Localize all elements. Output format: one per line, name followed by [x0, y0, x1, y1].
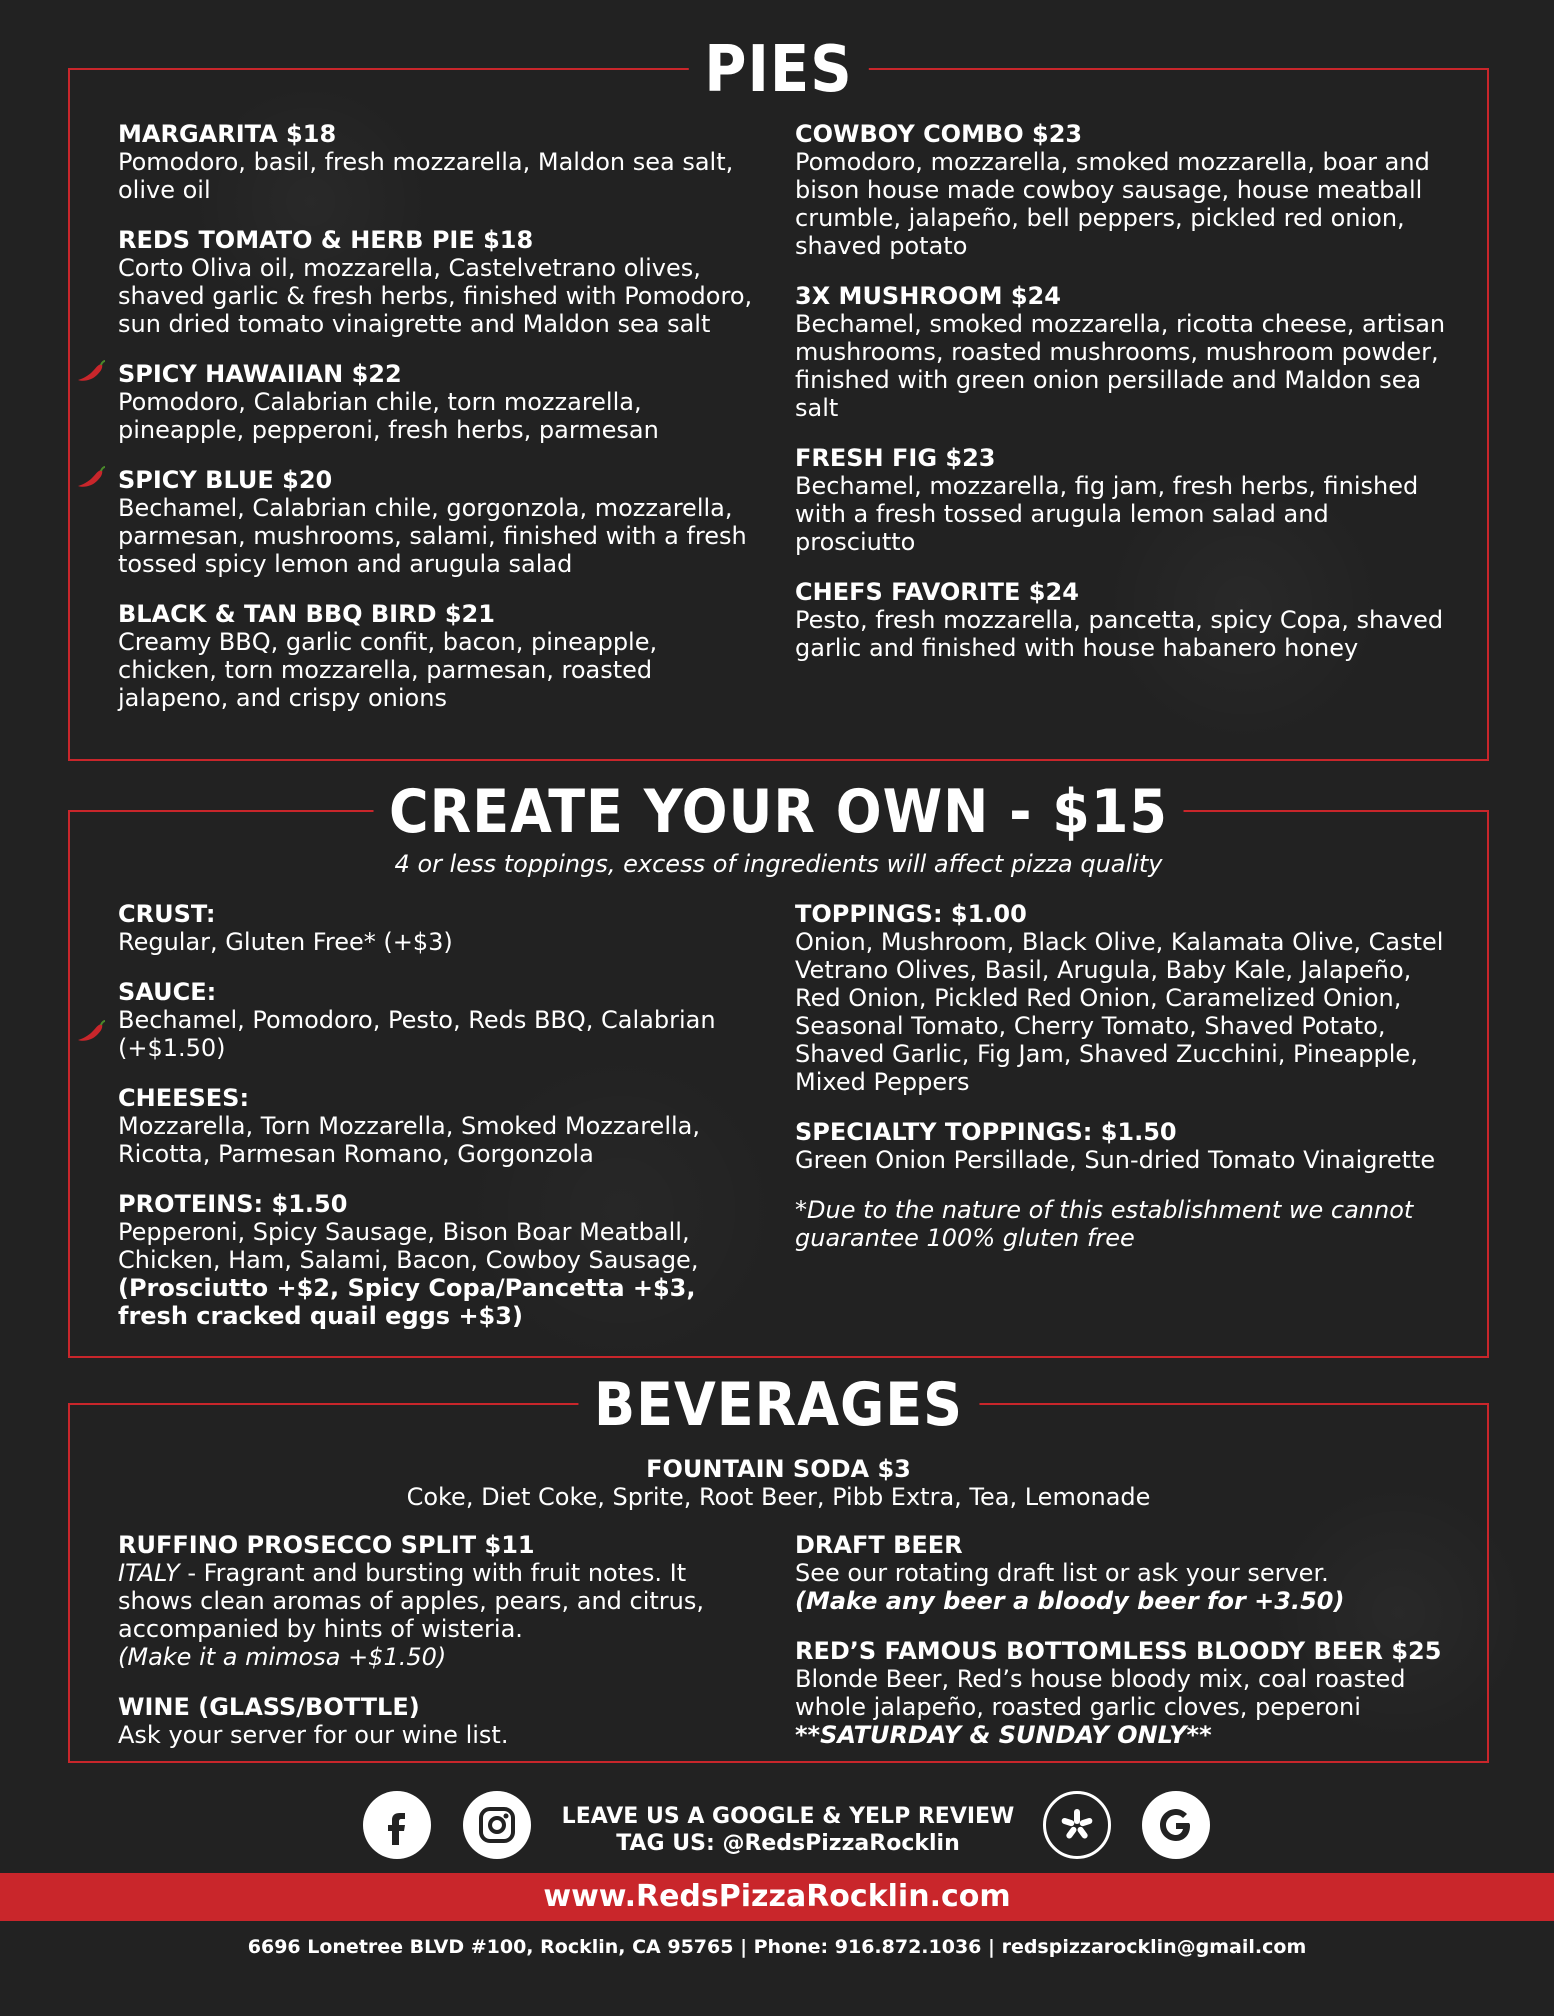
pie-desc: Pomodoro, Calabrian chile, torn mozzarella, pineapple, pepperoni, fresh herbs, parmesan — [118, 388, 659, 444]
instagram-icon[interactable] — [463, 1791, 531, 1859]
pie-item — [118, 360, 758, 444]
crust-title: CRUST: — [118, 900, 216, 928]
prosecco-origin: ITALY — [118, 1559, 180, 1587]
facebook-icon[interactable] — [363, 1791, 431, 1859]
google-icon[interactable] — [1142, 1791, 1210, 1859]
pie-desc: Bechamel, smoked mozzarella, ricotta cheese, artisan mushrooms, roasted mushrooms, mushroom powder, finished with green onion persillade and Maldon sea salt — [795, 310, 1446, 422]
specialty-toppings-title: SPECIALTY TOPPINGS: $1.50 — [795, 1118, 1177, 1146]
crust-desc: Regular, Gluten Free* (+$3) — [118, 928, 453, 956]
beverages-section — [68, 1370, 1489, 1763]
yelp-icon[interactable] — [1043, 1791, 1111, 1859]
wine-block — [118, 1693, 758, 1749]
chili-pepper-icon — [76, 466, 106, 490]
pie-item — [118, 466, 758, 578]
pie-desc: Bechamel, mozzarella, fig jam, fresh herbs, finished with a fresh tossed arugula lemon salad and prosciutto — [795, 472, 1419, 556]
draft-beer-note: (Make any beer a bloody beer for +3.50) — [795, 1587, 1345, 1615]
pie-item — [118, 600, 758, 712]
social-row — [0, 1791, 1554, 1863]
pies-title: PIES — [688, 34, 868, 106]
pie-name: FRESH FIG $23 — [795, 444, 996, 472]
prosecco-desc-line — [118, 1559, 758, 1643]
cheeses-desc: Mozzarella, Torn Mozzarella, Smoked Mozzarella, Ricotta, Parmesan Romano, Gorgonzola — [118, 1112, 700, 1168]
beverages-title: BEVERAGES — [578, 1369, 979, 1441]
gluten-disclaimer: *Due to the nature of this establishment we cannot guarantee 100% gluten free — [795, 1196, 1414, 1252]
create-your-own-section — [68, 777, 1489, 1358]
pie-desc: Pomodoro, mozzarella, smoked mozzarella, boar and bison house made cowboy sausage, house meatball crumble, jalapeño, bell peppers, pickled red onion, shaved potato — [795, 148, 1430, 260]
review-prompt: LEAVE US A GOOGLE & YELP REVIEW — [561, 1804, 1015, 1829]
footer-contact: 6696 Lonetree BLVD #100, Rocklin, CA 95765 | Phone: 916.872.1036 | redspizzarocklin@gmail.com — [247, 1936, 1307, 1958]
pie-desc: Bechamel, Calabrian chile, gorgonzola, mozzarella, parmesan, mushrooms, salami, finished with a fresh tossed spicy lemon and arugula salad — [118, 494, 747, 578]
beverages-left-column — [118, 1531, 758, 1771]
pie-name: SPICY BLUE $20 — [118, 466, 333, 494]
proteins-title: PROTEINS: $1.50 — [118, 1190, 348, 1218]
toppings-block — [795, 900, 1455, 1096]
sauce-desc: Bechamel, Pomodoro, Pesto, Reds BBQ, Calabrian (+$1.50) — [118, 1006, 716, 1062]
bloody-beer-block — [795, 1637, 1465, 1749]
pies-right-column — [795, 120, 1455, 684]
pie-name: 3X MUSHROOM $24 — [795, 282, 1061, 310]
pie-name: REDS TOMATO & HERB PIE $18 — [118, 226, 534, 254]
specialty-toppings-block — [795, 1118, 1455, 1174]
pie-name: BLACK & TAN BBQ BIRD $21 — [118, 600, 495, 628]
prosecco-note: (Make it a mimosa +$1.50) — [118, 1643, 447, 1671]
create-your-own-title: CREATE YOUR OWN - $15 — [373, 776, 1184, 848]
prosecco-title: RUFFINO PROSECCO SPLIT $11 — [118, 1531, 535, 1559]
pie-item — [795, 578, 1455, 662]
pie-name: COWBOY COMBO $23 — [795, 120, 1083, 148]
prosecco-desc: - Fragrant and bursting with fruit notes. It shows clean aromas of apples, pears, and citrus, accompanied by hints of wisteria. — [118, 1559, 705, 1643]
proteins-desc: Pepperoni, Spicy Sausage, Bison Boar Meatball, Chicken, Ham, Salami, Bacon, Cowboy Sausage, — [118, 1218, 699, 1274]
create-your-own-subtitle: 4 or less toppings, excess of ingredients will affect pizza quality — [394, 850, 1163, 878]
pie-name: MARGARITA $18 — [118, 120, 337, 148]
website-link[interactable]: www.RedsPizzaRocklin.com — [543, 1879, 1011, 1914]
sauce-title: SAUCE: — [118, 978, 217, 1006]
pie-item — [795, 444, 1455, 556]
cyo-right-column — [795, 900, 1455, 1252]
draft-beer-block — [795, 1531, 1465, 1615]
pie-desc: Creamy BBQ, garlic confit, bacon, pineapple, chicken, torn mozzarella, parmesan, roasted jalapeno, and crispy onions — [118, 628, 658, 712]
crust-block — [118, 900, 758, 956]
pie-name: SPICY HAWAIIAN $22 — [118, 360, 402, 388]
bloody-beer-title: RED’S FAMOUS BOTTOMLESS BLOODY BEER $25 — [795, 1637, 1442, 1665]
social-text — [548, 1803, 1028, 1857]
pies-section — [68, 33, 1489, 761]
pies-left-column — [118, 120, 758, 734]
proteins-block — [118, 1190, 758, 1330]
pie-desc: Corto Oliva oil, mozzarella, Castelvetrano olives, shaved garlic & fresh herbs, finished with Pomodoro, sun dried tomato vinaigrette and Maldon sea salt — [118, 254, 753, 338]
pie-item — [118, 120, 758, 204]
pie-item — [795, 282, 1455, 422]
cyo-left-column — [118, 900, 758, 1352]
draft-beer-title: DRAFT BEER — [795, 1531, 963, 1559]
wine-title: WINE (GLASS/BOTTLE) — [118, 1693, 420, 1721]
pie-desc: Pesto, fresh mozzarella, pancetta, spicy Copa, shaved garlic and finished with house habanero honey — [795, 606, 1444, 662]
draft-beer-desc: See our rotating draft list or ask your server. — [795, 1559, 1329, 1587]
tag-us: TAG US: @RedsPizzaRocklin — [616, 1831, 960, 1856]
chili-pepper-icon — [76, 360, 106, 384]
pie-item — [118, 226, 758, 338]
toppings-title: TOPPINGS: $1.00 — [795, 900, 1027, 928]
website-bar — [0, 1873, 1554, 1921]
cheeses-block — [118, 1084, 758, 1168]
pie-desc: Pomodoro, basil, fresh mozzarella, Maldon sea salt, olive oil — [118, 148, 734, 204]
prosecco-block — [118, 1531, 758, 1671]
chili-pepper-icon — [76, 1020, 106, 1044]
fountain-soda-desc: Coke, Diet Coke, Sprite, Root Beer, Pibb Extra, Tea, Lemonade — [406, 1483, 1151, 1511]
cheeses-title: CHEESES: — [118, 1084, 250, 1112]
bloody-beer-note: **SATURDAY & SUNDAY ONLY** — [795, 1721, 1212, 1749]
wine-desc: Ask your server for our wine list. — [118, 1721, 509, 1749]
pie-item — [795, 120, 1455, 260]
fountain-soda-title: FOUNTAIN SODA $3 — [646, 1455, 911, 1483]
toppings-desc: Onion, Mushroom, Black Olive, Kalamata Olive, Castel Vetrano Olives, Basil, Arugula, Baby Kale, Jalapeño, Red Onion, Pickled Red Onion, Caramelized Onion, Seasonal Tomato, Cherry Tomato, Shaved Potato, Shaved Garlic, Fig Jam, Shaved Zucchini, Pineapple, Mixed Peppers — [795, 928, 1444, 1096]
specialty-toppings-desc: Green Onion Persillade, Sun-dried Tomato Vinaigrette — [795, 1146, 1436, 1174]
proteins-extra: (Prosciutto +$2, Spicy Copa/Pancetta +$3, fresh cracked quail eggs +$3) — [118, 1274, 696, 1330]
bloody-beer-desc: Blonde Beer, Red’s house bloody mix, coal roasted whole jalapeño, roasted garlic cloves, peperoni — [795, 1665, 1406, 1721]
sauce-block — [118, 978, 758, 1062]
pie-name: CHEFS FAVORITE $24 — [795, 578, 1079, 606]
beverages-right-column — [795, 1531, 1465, 1771]
